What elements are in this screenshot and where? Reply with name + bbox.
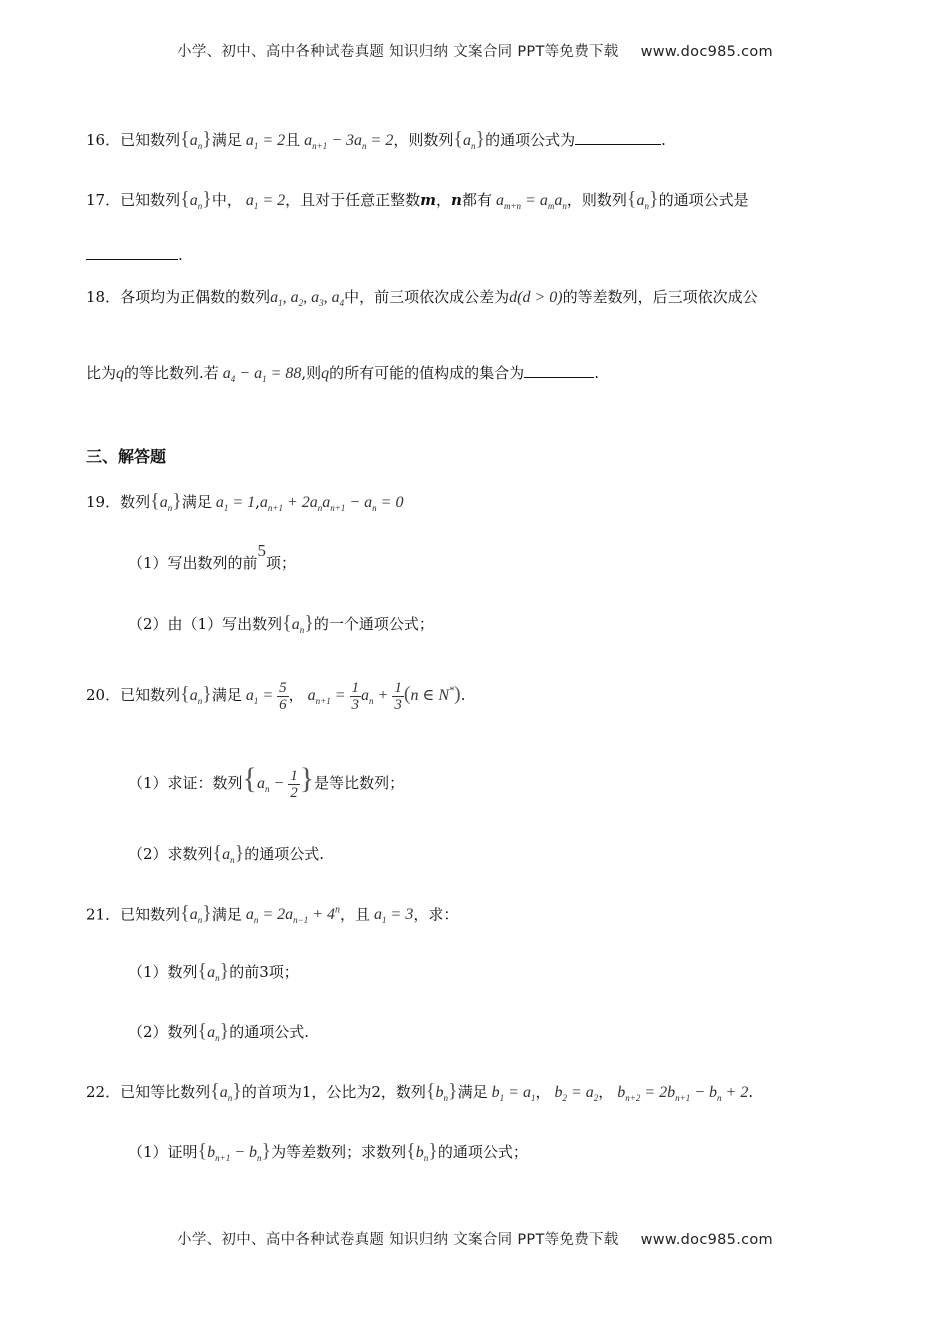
math-a1-eq-3: $a_1 = 3$ <box>370 906 414 926</box>
q18-text-4: 比为 <box>86 364 117 382</box>
q18-text-3: 的等差数列，后三项依次成公 <box>562 288 758 306</box>
q18-text-1: 各项均为正偶数的数列 <box>120 288 271 306</box>
q22-p1-text-1: （1）证明 <box>128 1143 198 1161</box>
q21-number: 21． <box>86 905 121 924</box>
math-b1-eq-a1: $b_1 = a_1$ <box>487 1084 536 1104</box>
q17-text-6: 的通项公式是 <box>658 191 749 209</box>
q16-number: 16． <box>86 131 121 149</box>
math-seq-an: $\{a_n\}$ <box>453 128 486 152</box>
q18-number: 18． <box>86 288 121 306</box>
q17-text-1: 已知数列 <box>120 191 181 209</box>
q19-number: 19． <box>86 493 121 511</box>
var-n: n <box>451 191 462 209</box>
math-q: q <box>321 365 330 382</box>
q16-text-6: . <box>661 131 666 149</box>
q22-p1-text-2: 为等差数列；求数列 <box>271 1143 407 1161</box>
q16-text-2: 满足 <box>211 131 242 149</box>
math-recurrence: $a_n = 2a_{n-1} + 4^n$ <box>241 905 341 926</box>
header-site[interactable]: www.doc985.com <box>640 44 773 60</box>
q21-text-4: ，求： <box>413 905 459 924</box>
q18-text-5: 的等比数列.若 <box>124 364 219 382</box>
q18-text-8: . <box>594 364 599 382</box>
question-22-part-1 <box>128 1140 528 1169</box>
page-footer <box>0 1228 950 1249</box>
q19-comma: , <box>255 493 260 511</box>
q21-text-3: ，且 <box>340 905 371 924</box>
math-b2-eq-a2: $b_2 = a_2$ <box>550 1084 599 1104</box>
q20-p2-text-2: 的通项公式. <box>244 845 325 863</box>
q22-text-4: ， <box>535 1083 551 1101</box>
q17-comma: ， <box>436 191 452 209</box>
q21-text-1: 已知数列 <box>120 905 181 924</box>
q21-p1-text-1: （1）数列 <box>128 963 198 981</box>
math-seq-bn-diff: $\{b_{n+1} - b_n\}$ <box>197 1140 272 1164</box>
math-a1-eq-2: $a_1 = 2$ <box>241 132 286 152</box>
q19-p1-text-1: （1）写出数列的前 <box>128 554 258 572</box>
question-16 <box>86 128 666 157</box>
q20-number: 20． <box>86 686 121 705</box>
question-21-part-2 <box>128 1020 309 1049</box>
math-seq-bn: $\{b_n\}$ <box>406 1140 438 1164</box>
q17-number: 17． <box>86 191 121 209</box>
page-header <box>0 40 950 61</box>
question-17 <box>86 188 749 217</box>
math-a1-eq-5-6: $a_1$ = $\frac{5}{6}$ <box>241 680 287 713</box>
question-17-blank-line <box>86 244 183 266</box>
math-seq-an: $\{a_n\}$ <box>212 842 245 866</box>
q21-p2-text-1: （2）数列 <box>128 1023 198 1041</box>
question-21-part-1 <box>128 960 299 989</box>
math-a1-eq-2: $a_1 = 2$ <box>241 192 286 212</box>
math-q: q <box>116 365 125 382</box>
math-recurrence: $a_{n+1}$ = $\frac{1}{3}$ $a_n$ + $\frac{1}{3}$ (n ∈ N*) <box>303 680 461 713</box>
question-21 <box>86 900 458 932</box>
math-terms-a1-a4: $a_1$, $a_2$, $a_3$, $a_4$ <box>270 289 345 309</box>
q17-text-7: . <box>178 246 183 264</box>
q21-p2-text-2: 的通项公式. <box>229 1023 310 1041</box>
answer-blank[interactable] <box>524 363 594 378</box>
q17-text-4: 都有 <box>461 191 492 209</box>
math-seq-an: $\{a_n\}$ <box>210 1080 242 1104</box>
q20-p1-text-2: 是等比数列； <box>314 774 405 793</box>
section-title: 三、解答题 <box>86 447 167 466</box>
q17-text-3: ，且对于任意正整数 <box>285 191 421 209</box>
q18-text-7: 的所有可能的值构成的集合为 <box>329 364 525 382</box>
math-seq-an: $\{a_n\}$ <box>197 960 230 984</box>
q22-p1-text-3: 的通项公式； <box>437 1143 528 1161</box>
question-22 <box>86 1080 753 1109</box>
math-seq-an: $\{a_n\}$ <box>626 188 659 212</box>
question-18-line-2 <box>86 362 599 390</box>
math-seq-an: $\{a_n\}$ <box>180 683 212 707</box>
question-19-part-2 <box>128 612 434 641</box>
question-19 <box>86 490 403 519</box>
math-recurrence: $a_{n+1} - 3a_n = 2$ <box>300 132 394 152</box>
q18-text-2: 中，前三项依次成公差为 <box>344 288 510 306</box>
math-seq-an: $\{a_n\}$ <box>150 490 182 514</box>
q22-text-5: ， <box>598 1083 614 1101</box>
footer-text: 小学、初中、高中各种试卷真题 知识归纳 文案合同 PPT等免费下载 <box>177 1232 619 1248</box>
q19-p1-text-2: 项； <box>266 554 297 572</box>
q19-text-1: 数列 <box>120 493 151 511</box>
q17-text-2: 中， <box>211 191 242 209</box>
math-product-rule: $a_{m+n} = a_ma_n$ <box>491 192 567 212</box>
question-20-part-2 <box>128 842 324 871</box>
var-m: m <box>420 191 437 209</box>
q22-text-3: 满足 <box>457 1083 488 1101</box>
q20-text-3: ， <box>288 686 304 705</box>
math-a1-eq-1: $a_1 = 1$ <box>211 494 256 514</box>
question-20-part-1 <box>128 762 405 801</box>
answer-blank[interactable] <box>86 245 178 260</box>
q22-text-2: 的首项为1，公比为2，数列 <box>241 1083 426 1101</box>
q16-text-3: 且 <box>285 131 301 149</box>
question-20 <box>86 680 465 713</box>
math-recurrence: $b_{n+2} = 2b_{n+1} - b_n + 2$ <box>613 1084 749 1104</box>
q20-p2-text-1: （2）求数列 <box>128 845 213 863</box>
math-recurrence: $a_{n+1} + 2a_na_{n+1} - a_n = 0$ <box>259 494 404 514</box>
math-seq-an: $\{a_n\}$ <box>197 1020 230 1044</box>
q21-p1-text-2: 的前3项； <box>229 963 299 981</box>
math-seq-an: $\{a_n\}$ <box>180 128 212 152</box>
footer-site[interactable]: www.doc985.com <box>640 1232 773 1248</box>
header-text: 小学、初中、高中各种试卷真题 知识归纳 文案合同 PPT等免费下载 <box>177 44 619 60</box>
math-seq-bn: $\{b_n\}$ <box>425 1080 458 1104</box>
q22-text-6: . <box>748 1083 754 1101</box>
q20-text-1: 已知数列 <box>120 686 181 705</box>
answer-blank[interactable] <box>575 130 661 145</box>
q20-text-4: . <box>460 686 466 705</box>
q19-p2-text-1: （2）由（1）写出数列 <box>128 615 283 633</box>
q16-text-4: ，则数列 <box>393 131 454 149</box>
math-seq-an: $\{a_n\}$ <box>180 188 212 212</box>
q22-number: 22． <box>86 1083 121 1101</box>
q18-text-6: ,则 <box>301 364 322 382</box>
q22-text-1: 已知等比数列 <box>120 1083 211 1101</box>
math-seq-an: $\{a_n\}$ <box>180 902 212 926</box>
q16-text-5: 的通项公式为 <box>485 131 576 149</box>
math-a4-minus-a1: $a_4 - a_1 = 88$ <box>218 365 302 385</box>
question-18 <box>86 286 758 314</box>
math-seq-an: $\{a_n\}$ <box>282 612 314 636</box>
q21-text-2: 满足 <box>211 905 242 924</box>
q19-p2-text-2: 的一个通项公式； <box>313 615 434 633</box>
q20-p1-text-1: （1）求证：数列 <box>128 774 243 793</box>
math-five: 5 <box>257 541 267 560</box>
math-d-positive: d(d > 0) <box>509 289 563 306</box>
q19-text-2: 满足 <box>181 493 212 511</box>
q16-text-1: 已知数列 <box>120 131 181 149</box>
question-19-part-1 <box>128 541 297 574</box>
math-seq-an-minus-half: {$a_n$ − $\frac{1}{2}$ } <box>242 762 315 801</box>
q17-text-5: ，则数列 <box>566 191 627 209</box>
q20-text-2: 满足 <box>211 686 242 705</box>
